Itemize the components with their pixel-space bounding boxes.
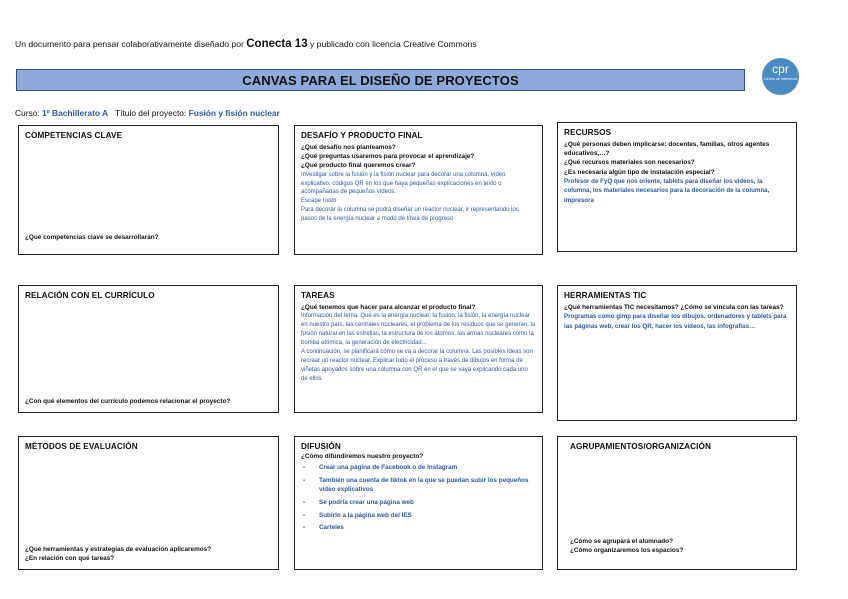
project-value: Fusión y fisión nuclear [188, 108, 280, 118]
intro-before: Un documento para pensar colaborativamente diseñado por [15, 39, 247, 49]
brand-name: Conecta 13 [246, 38, 308, 50]
relacion-question: ¿Con qué elementos del currículo podemos relacionar el proyecto? [25, 397, 231, 405]
desafio-answer3: Para decorar la columna se podrá diseñar un reactor nuclear, ir representando los pasos de la energía nuclear a modo de línea de progreso [301, 207, 519, 223]
course-value: 1º Bachillerato A [42, 108, 109, 118]
logo-subtext: Centro de referencia [764, 77, 797, 81]
recursos-box [557, 122, 797, 252]
agrupamientos-box [557, 436, 797, 570]
difusion-q1: ¿Cómo difundiremos nuestro proyecto? [301, 453, 424, 460]
relacion-title: RELACIÓN CON EL CURRÍCULO [25, 291, 155, 300]
list-item: - Carteles [301, 523, 536, 533]
difusion-box [294, 436, 543, 570]
tareas-answer1: Información del tema. Qué es la energía nuclear, la fusión, la fisión, la energía nuclear en nuestro país, las centrales nucleares, el problema de los residuos que se generan, la fusión natural en las estrellas, la estructura de los átomos, las armas nucleares como la bomba atómica, la generación de electricidad… [301, 313, 536, 346]
logo-text: cpr [772, 62, 789, 76]
herramientas-answer: Programas como gimp para diseñar los dibujos, ordenadores y tablets para las páginas web, crear los QR, hacer los vídeos, las infografías… [564, 313, 787, 330]
desafio-q3: ¿Qué producto final queremos crear? [301, 162, 416, 170]
desafio-box [294, 125, 543, 255]
intro-after: y publicado con licencia Creative Commons [307, 39, 477, 49]
herramientas-title: HERRAMIENTAS TIC [564, 291, 647, 300]
tareas-answer2: A continuación, se planificará cómo se va a decorar la columna. Las posibles ideas son recrear un reactor nuclear. Explicar todo el proceso a través de dibujos en forma de viñetas apoyados sobre una columna con QR en el que se vaya explicando cada uno de ellos [301, 348, 533, 382]
metodos-questions [25, 545, 272, 563]
list-item: - Subirlo a la página web del IES [301, 511, 536, 521]
competencias-title: COMPETENCIAS CLAVE [25, 131, 123, 140]
metodos-q1: ¿Qué herramientas y estrategias de evaluación aplicaremos? [25, 545, 212, 553]
metodos-q2: ¿En relación con qué tareas? [25, 554, 115, 562]
competencias-question: ¿Qué competencias clave se desarrollarán? [25, 233, 159, 241]
desafio-answer1: Investigar sobre la fusión y la fisión nuclear para decorar una columna, vídeo explicativo, códigos QR en los que haya pequeñas explicaciones en texto o acompañadas de pequeños vídeos. [301, 171, 506, 196]
herramientas-q1: ¿Qué herramientas TIC necesitamos? ¿Cómo se vincula con las tareas? [564, 304, 784, 311]
list-item: - Se podría crear una página web [301, 498, 536, 508]
agrupamientos-title: AGRUPAMIENTOS/ORGANIZACIÓN [570, 442, 712, 451]
page-title: CANVAS PARA EL DISEÑO DE PROYECTOS [242, 72, 519, 88]
agrupamientos-q1: ¿Cómo se agrupará el alumnado? [570, 537, 673, 545]
desafio-answer2: Escape room [301, 198, 337, 205]
course-label: Curso: [15, 108, 42, 118]
difusion-list [301, 463, 536, 533]
cpr-logo [762, 58, 799, 95]
recursos-title: RECURSOS [564, 128, 612, 137]
tareas-title: TAREAS [301, 291, 335, 300]
course-line [15, 108, 280, 118]
metodos-box [18, 436, 279, 570]
list-item: - Crear una página de Facebook o de Instagram [301, 463, 536, 473]
recursos-q2: ¿Qué recursos materiales son necesarios? [564, 159, 695, 167]
desafio-q2: ¿Qué preguntas usaremos para provocar el aprendizaje? [301, 153, 475, 161]
list-item: - También una cuenta de tiktok en la que se puedan subir los pequeños vídeo explicativos [301, 476, 536, 495]
desafio-title: DESAFÍO Y PRODUCTO FINAL [301, 131, 423, 140]
agrupamientos-questions [570, 537, 790, 555]
difusion-title: DIFUSIÓN [301, 442, 341, 451]
herramientas-box [557, 285, 797, 421]
desafio-q1: ¿Qué desafío nos planteamos? [301, 144, 396, 151]
recursos-q1: ¿Qué personas deben implicarse: docentes, familias, otros agentes educativos,…? [564, 141, 770, 158]
agrupamientos-q2: ¿Cómo organizaremos los espacios? [570, 546, 684, 554]
tareas-q1: ¿Qué tenemos que hacer para alcanzar el producto final? [301, 304, 476, 311]
tareas-box [294, 285, 543, 413]
recursos-answer: Profesor de FyQ que nos oriente, tablets para diseñar los vídeos, la columna, los materiales necesarios para la decoración de la columna, impresora [564, 177, 770, 204]
intro-line [15, 38, 477, 50]
metodos-title: MÉTODOS DE EVALUACIÓN [25, 442, 138, 451]
relacion-box [18, 285, 279, 413]
project-label: Título del proyecto: [115, 108, 189, 118]
competencias-box [18, 125, 279, 255]
recursos-q3: ¿Es necesaria algún tipo de instalación especial? [564, 168, 715, 176]
title-banner [16, 69, 745, 91]
